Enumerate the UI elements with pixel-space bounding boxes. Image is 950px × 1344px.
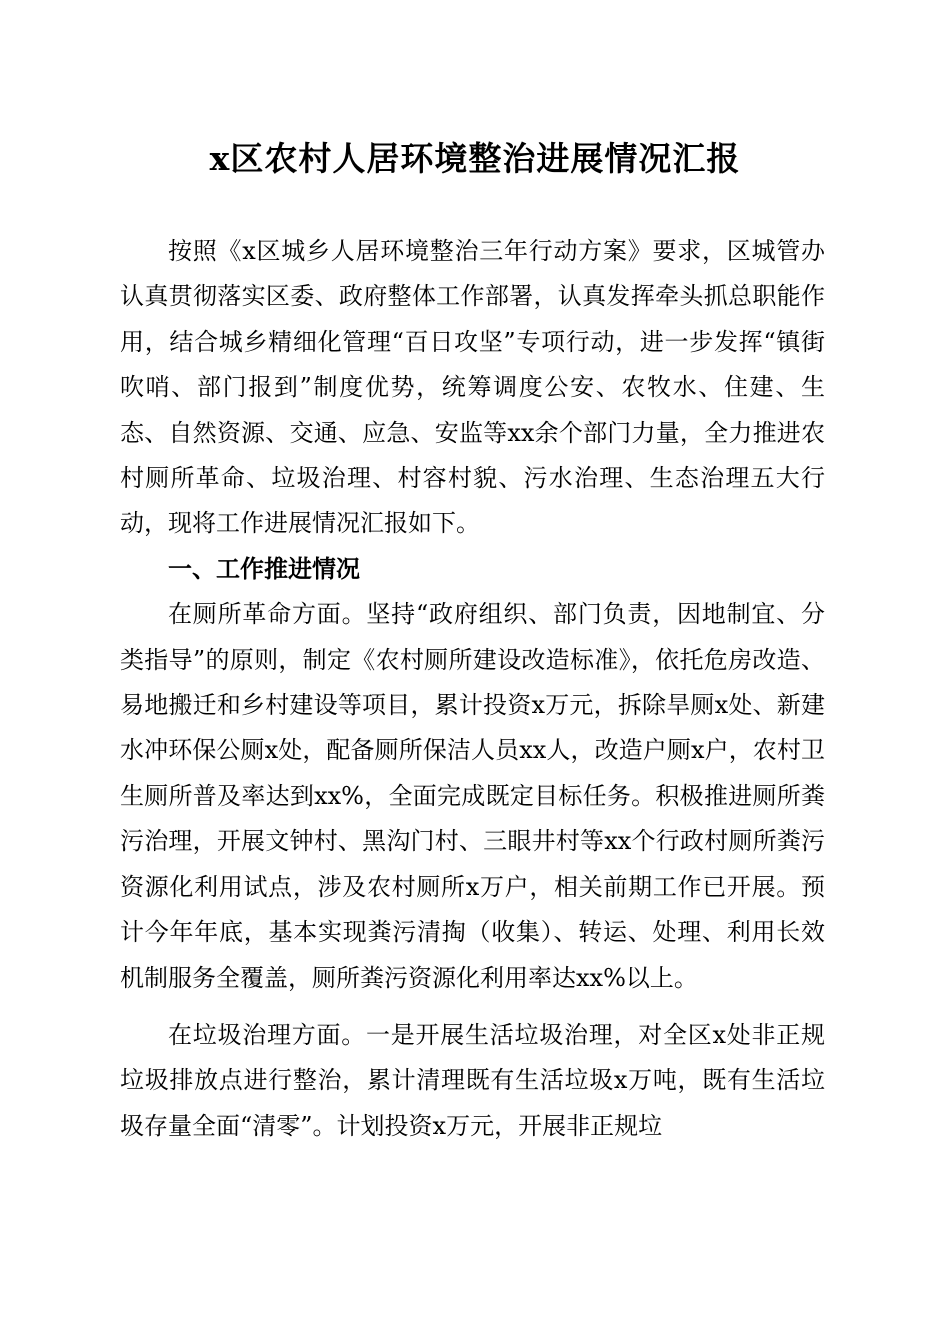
intro-paragraph: 按照《x区城乡人居环境整治三年行动方案》要求，区城管办认真贯彻落实区委、政府整体工作部署，认真发挥牵头抓总职能作用，结合城乡精细化管理“百日攻坚”专项行动，进一步发挥“镇街吹哨、部门报到”制度优势，统筹调度公安、农牧水、住建、生态、自然资源、交通、应急、安监等xx余个部门力量，全力推进农村厕所革命、垃圾治理、村容村貌、污水治理、生态治理五大行动，现将工作进展情况汇报如下。: [120, 237, 825, 538]
document-body: [120, 229, 825, 1149]
garbage-treatment-paragraph: 在垃圾治理方面。一是开展生活垃圾治理，对全区x处非正规垃圾排放点进行整治，累计清理既有生活垃圾x万吨，既有生活垃圾存量全面“清零”。计划投资x万元，开展非正规垃: [120, 1020, 825, 1140]
document-title: x区农村人居环境整治进展情况汇报: [209, 139, 741, 178]
toilet-revolution-paragraph: 在厕所革命方面。坚持“政府组织、部门负责，因地制宜、分类指导”的原则，制定《农村厕所建设改造标准》，依托危房改造、易地搬迁和乡村建设等项目，累计投资x万元，拆除旱厕x处、新建水冲环保公厕x处，配备厕所保洁人员xx人，改造户厕x户，农村卫生厕所普及率达到xx%，全面完成既定目标任务。积极推进厕所粪污治理，开展文钟村、黑沟门村、三眼井村等xx个行政村厕所粪污资源化利用试点，涉及农村厕所x万户，相关前期工作已开展。预计今年年底，基本实现粪污清掏（收集）、转运、处理、利用长效机制服务全覆盖，厕所粪污资源化利用率达xx%以上。: [120, 600, 825, 992]
section-heading: 一、工作推进情况: [168, 554, 360, 583]
